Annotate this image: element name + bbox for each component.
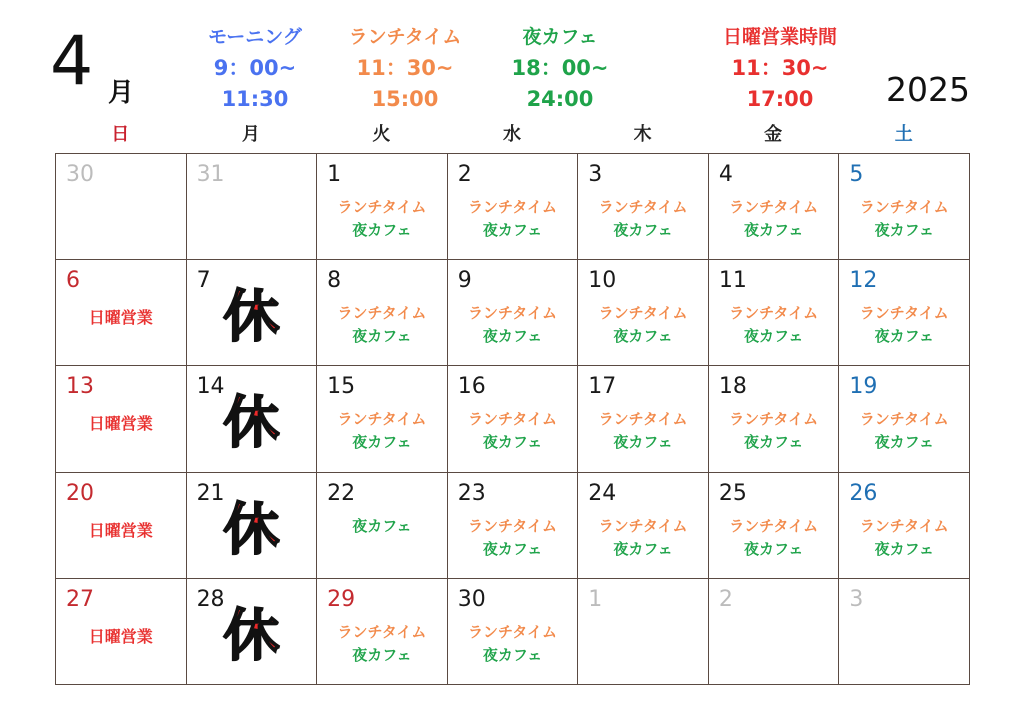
day-events	[578, 408, 708, 454]
lunch-time-label: ランチタイム	[729, 410, 819, 429]
hours-morning-start: 9：00~	[213, 56, 297, 80]
night-cafe-label: 夜カフェ	[874, 221, 934, 239]
day-events	[448, 515, 578, 561]
day-number: 10	[588, 268, 617, 294]
lunch-time-label: ランチタイム	[598, 304, 688, 323]
day-number: 2	[457, 162, 472, 187]
night-cafe-label: 夜カフェ	[874, 539, 934, 558]
night-cafe-label: 夜カフェ	[744, 221, 804, 239]
day-number: 1	[588, 586, 603, 612]
calendar-day-cell	[448, 473, 579, 579]
hours-morning	[200, 22, 310, 115]
hours-sunday-start: 11：30~	[731, 56, 829, 80]
day-events	[578, 515, 708, 561]
lunch-time-label: ランチタイム	[468, 410, 557, 429]
day-events	[317, 408, 447, 454]
day-number: 11	[718, 268, 747, 294]
calendar-day-cell	[578, 260, 709, 366]
weekday-header	[55, 120, 969, 150]
night-cafe-label: 夜カフェ	[482, 539, 543, 558]
night-cafe-label: 夜カフェ	[613, 539, 673, 558]
calendar-day-cell	[56, 579, 187, 685]
calendar-day-cell	[56, 260, 187, 366]
weekday-sun: 日	[111, 124, 130, 145]
night-cafe-label: 夜カフェ	[352, 221, 412, 239]
day-events	[56, 515, 186, 542]
day-number: 1	[327, 162, 342, 187]
day-number: 12	[849, 268, 878, 294]
day-number: 19	[849, 374, 878, 400]
day-events	[317, 621, 447, 667]
hours-sunday	[705, 22, 855, 115]
lunch-time-label: ランチタイム	[468, 622, 557, 641]
calendar-day-cell	[839, 260, 970, 366]
calendar-day-cell	[709, 473, 840, 579]
weekday-wed: 水	[502, 124, 521, 145]
lunch-time-label: ランチタイム	[598, 516, 688, 535]
night-cafe-label: 夜カフェ	[352, 645, 412, 664]
day-events	[709, 408, 839, 454]
month-number: 4	[50, 22, 94, 101]
day-number: 3	[849, 586, 864, 612]
calendar-day-cell	[56, 154, 187, 260]
hours-morning-name: モーニング	[208, 26, 302, 48]
day-events	[448, 196, 578, 242]
lunch-time-label: ランチタイム	[468, 304, 557, 323]
calendar-day-cell	[839, 154, 970, 260]
day-events	[448, 408, 578, 454]
calendar-grid	[55, 153, 970, 685]
hours-night-cafe-start: 18：00~	[511, 56, 609, 80]
day-events	[448, 302, 578, 348]
hours-lunch-end: 15:00	[371, 87, 439, 111]
day-number: 28	[196, 586, 225, 612]
day-events	[317, 302, 447, 348]
calendar-day-cell	[839, 366, 970, 472]
night-cafe-label: 夜カフェ	[744, 433, 804, 452]
day-number: 24	[588, 480, 617, 506]
day-number: 27	[66, 586, 94, 612]
calendar-day-cell	[317, 366, 448, 472]
lunch-time-label: ランチタイム	[468, 516, 557, 535]
day-number: 9	[457, 268, 472, 294]
day-events	[56, 408, 186, 435]
calendar-day-cell	[448, 366, 579, 472]
lunch-time-label: ランチタイム	[337, 198, 427, 216]
calendar-day-cell	[187, 260, 318, 366]
night-cafe-label: 夜カフェ	[613, 433, 673, 452]
calendar-day-cell	[578, 154, 709, 260]
day-number: 3	[588, 162, 603, 187]
weekday-fri: 金	[764, 124, 783, 145]
hours-lunch-name: ランチタイム	[348, 26, 462, 48]
day-events	[56, 621, 186, 648]
day-events	[839, 515, 969, 561]
lunch-time-label: ランチタイム	[729, 198, 819, 216]
hours-sunday-name: 日曜営業時間	[722, 26, 837, 48]
calendar-day-cell	[839, 473, 970, 579]
calendar-day-cell	[317, 473, 448, 579]
lunch-time-label: ランチタイム	[337, 304, 427, 323]
closed-day-mark: 休	[223, 285, 280, 351]
calendar-day-cell	[187, 579, 318, 685]
day-number: 13	[66, 374, 94, 400]
day-number: 17	[588, 374, 617, 400]
hours-morning-end: 11:30	[221, 87, 289, 111]
day-number: 30	[457, 586, 486, 612]
day-events	[709, 515, 839, 561]
calendar-day-cell	[448, 154, 579, 260]
hours-night-cafe-name: 夜カフェ	[522, 26, 598, 48]
calendar-day-cell	[187, 154, 318, 260]
calendar-day-cell	[448, 579, 579, 685]
day-number: 4	[718, 162, 733, 187]
calendar-day-cell	[709, 579, 840, 685]
day-events	[317, 196, 447, 242]
closed-day-mark: 休	[223, 497, 280, 563]
day-number: 18	[718, 374, 747, 400]
day-events	[56, 302, 186, 329]
lunch-time-label: ランチタイム	[337, 410, 427, 429]
hours-lunch-start: 11：30~	[356, 56, 454, 80]
day-number: 30	[66, 162, 94, 187]
calendar-day-cell	[317, 579, 448, 685]
calendar-day-cell	[709, 366, 840, 472]
night-cafe-label: 夜カフェ	[482, 221, 543, 239]
calendar-day-cell	[56, 366, 187, 472]
hours-lunch	[335, 22, 475, 115]
sunday-business-label: 日曜営業	[88, 308, 153, 328]
day-number: 29	[327, 586, 356, 612]
day-number: 31	[196, 162, 225, 187]
lunch-time-label: ランチタイム	[729, 516, 819, 535]
day-number: 22	[327, 480, 356, 506]
day-number: 16	[457, 374, 486, 400]
lunch-time-label: ランチタイム	[859, 198, 949, 216]
calendar-day-cell	[317, 154, 448, 260]
night-cafe-label: 夜カフェ	[874, 433, 934, 452]
weekday-tue: 火	[372, 124, 391, 145]
calendar-day-cell	[448, 260, 579, 366]
day-number: 8	[327, 268, 342, 294]
day-number: 26	[849, 480, 878, 506]
day-number: 5	[849, 162, 864, 187]
night-cafe-label: 夜カフェ	[482, 645, 543, 664]
hours-sunday-end: 17:00	[746, 87, 814, 111]
night-cafe-label: 夜カフェ	[352, 516, 412, 535]
sunday-business-label: 日曜営業	[88, 626, 153, 646]
year-label: 2025	[886, 70, 970, 109]
lunch-time-label: ランチタイム	[337, 622, 427, 641]
sunday-business-label: 日曜営業	[88, 520, 153, 540]
night-cafe-label: 夜カフェ	[744, 539, 804, 558]
calendar-day-cell	[578, 473, 709, 579]
calendar-day-cell	[578, 366, 709, 472]
month-unit: 月	[108, 78, 135, 108]
weekday-mon: 月	[241, 124, 260, 145]
lunch-time-label: ランチタイム	[468, 198, 557, 216]
night-cafe-label: 夜カフェ	[482, 433, 543, 452]
night-cafe-label: 夜カフェ	[352, 433, 412, 452]
day-number: 2	[718, 586, 733, 612]
calendar-day-cell	[578, 579, 709, 685]
day-number: 20	[66, 480, 94, 506]
day-number: 23	[457, 480, 486, 506]
day-events	[448, 621, 578, 667]
calendar-day-cell	[709, 260, 840, 366]
night-cafe-label: 夜カフェ	[613, 327, 673, 346]
hours-night-cafe-end: 24:00	[526, 87, 594, 111]
night-cafe-label: 夜カフェ	[613, 221, 673, 239]
day-number: 21	[196, 480, 225, 506]
night-cafe-label: 夜カフェ	[874, 327, 934, 346]
lunch-time-label: ランチタイム	[859, 410, 949, 429]
calendar-day-cell	[187, 366, 318, 472]
weekday-thu: 木	[633, 124, 652, 145]
day-events	[578, 196, 708, 242]
day-events	[317, 515, 447, 538]
day-number: 14	[196, 374, 225, 400]
lunch-time-label: ランチタイム	[859, 304, 949, 323]
calendar-day-cell	[317, 260, 448, 366]
lunch-time-label: ランチタイム	[859, 516, 949, 535]
lunch-time-label: ランチタイム	[598, 410, 688, 429]
calendar-day-cell	[709, 154, 840, 260]
closed-day-mark: 休	[223, 603, 280, 669]
day-events	[709, 196, 839, 242]
night-cafe-label: 夜カフェ	[482, 327, 543, 346]
hours-night-cafe	[505, 22, 615, 115]
day-events	[578, 302, 708, 348]
day-number: 6	[66, 268, 80, 294]
day-events	[839, 196, 969, 242]
day-events	[839, 302, 969, 348]
sunday-business-label: 日曜営業	[88, 414, 153, 434]
night-cafe-label: 夜カフェ	[352, 327, 412, 346]
calendar-day-cell	[187, 473, 318, 579]
day-number: 7	[196, 268, 211, 294]
day-events	[839, 408, 969, 454]
day-number: 15	[327, 374, 356, 400]
closed-day-mark: 休	[223, 391, 280, 457]
night-cafe-label: 夜カフェ	[744, 327, 804, 346]
day-number: 25	[718, 480, 747, 506]
calendar-day-cell	[839, 579, 970, 685]
calendar-day-cell	[56, 473, 187, 579]
weekday-sat: 土	[894, 124, 913, 145]
day-events	[709, 302, 839, 348]
lunch-time-label: ランチタイム	[598, 198, 688, 216]
lunch-time-label: ランチタイム	[729, 304, 819, 323]
